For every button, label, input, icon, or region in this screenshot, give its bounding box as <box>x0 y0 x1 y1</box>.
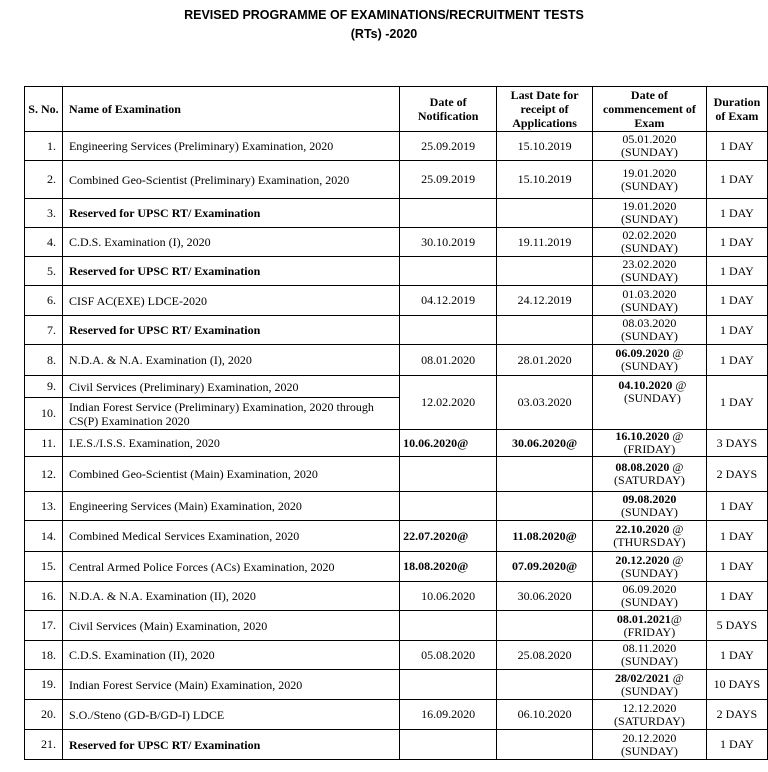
row-exam-name: Indian Forest Service (Main) Examination, 2020 <box>62 670 399 700</box>
commencement-date: 19.01.2020 <box>622 199 677 213</box>
row-commencement <box>593 552 707 582</box>
row-exam-name: Combined Geo-Scientist (Main) Examination, 2020 <box>62 457 399 492</box>
commencement-day: (SATURDAY) <box>613 473 685 487</box>
row-duration: 1 DAY <box>706 552 767 582</box>
table-row <box>25 552 768 582</box>
table-row <box>25 228 768 257</box>
row-notification-date: 25.09.2019 <box>400 161 497 199</box>
row-last-date: 03.03.2020 <box>497 376 593 430</box>
row-last-date: 07.09.2020@ <box>497 552 593 582</box>
commencement-date: 02.02.2020 <box>622 228 677 242</box>
row-last-date: 30.06.2020@ <box>497 430 593 457</box>
row-sno: 6. <box>25 286 63 316</box>
row-last-date: 06.10.2020 <box>497 700 593 730</box>
row-notification-date: 18.08.2020@ <box>400 552 497 582</box>
commencement-day: (SUNDAY) <box>620 212 678 226</box>
row-sno: 2. <box>25 161 63 199</box>
row-sno: 21. <box>25 730 63 760</box>
row-commencement <box>593 161 707 199</box>
row-duration: 1 DAY <box>706 376 767 430</box>
header-name: Name of Examination <box>62 87 399 132</box>
commencement-day: (SATURDAY) <box>613 713 685 728</box>
table-row <box>25 582 768 611</box>
commencement-note-mark: @ <box>669 346 684 360</box>
commencement-note-mark: @ <box>669 460 684 474</box>
commencement-day: (FRIDAY) <box>623 442 676 456</box>
commencement-note-mark: @ <box>669 522 684 536</box>
row-last-date: 30.06.2020 <box>497 582 593 611</box>
row-notification-date: 08.01.2020 <box>400 345 497 376</box>
row-commencement <box>593 199 707 228</box>
row-notification-date <box>400 457 497 492</box>
commencement-date: 23.02.2020 <box>622 257 677 271</box>
commencement-day: (SUNDAY) <box>620 505 678 519</box>
row-commencement <box>593 457 707 492</box>
row-exam-name: Civil Services (Main) Examination, 2020 <box>62 611 399 641</box>
row-commencement <box>593 132 707 161</box>
header-commencement: Date of commencement of Exam <box>593 87 707 132</box>
table-row <box>25 161 768 199</box>
row-duration: 1 DAY <box>706 582 767 611</box>
row-commencement <box>593 700 707 730</box>
row-commencement <box>593 582 707 611</box>
commencement-day: (SUNDAY) <box>623 391 681 405</box>
table-row <box>25 286 768 316</box>
row-commencement <box>593 376 707 430</box>
row-exam-name: Civil Services (Preliminary) Examination, 2020 <box>62 376 399 398</box>
row-last-date <box>497 257 593 286</box>
row-sno: 10. <box>25 398 63 430</box>
row-notification-date: 30.10.2019 <box>400 228 497 257</box>
row-commencement <box>593 430 707 457</box>
commencement-date: 09.08.2020 <box>622 492 677 506</box>
row-duration: 1 DAY <box>706 257 767 286</box>
row-duration: 2 DAYS <box>706 700 767 730</box>
row-duration: 1 DAY <box>706 228 767 257</box>
commencement-date: 08.08.2020 <box>615 460 670 474</box>
row-notification-date <box>400 611 497 641</box>
row-commencement <box>593 670 707 700</box>
row-exam-name: Reserved for UPSC RT/ Examination <box>62 730 399 760</box>
header-notification: Date of Notification <box>400 87 497 132</box>
row-notification-date: 25.09.2019 <box>400 132 497 161</box>
row-notification-date <box>400 316 497 345</box>
row-duration: 1 DAY <box>706 132 767 161</box>
commencement-date: 08.11.2020 <box>622 641 677 655</box>
row-sno: 8. <box>25 345 63 376</box>
commencement-day: (FRIDAY) <box>623 624 676 639</box>
table-row <box>25 457 768 492</box>
row-sno: 14. <box>25 521 63 552</box>
commencement-day: (SUNDAY) <box>620 743 678 758</box>
row-notification-date: 04.12.2019 <box>400 286 497 316</box>
title-line-2: (RTs) -2020 <box>350 27 418 41</box>
row-exam-name: I.E.S./I.S.S. Examination, 2020 <box>62 430 399 457</box>
row-commencement <box>593 521 707 552</box>
row-sno: 3. <box>25 199 63 228</box>
row-last-date <box>497 730 593 760</box>
commencement-note-mark: @ <box>669 670 684 685</box>
row-sno: 4. <box>25 228 63 257</box>
row-sno: 15. <box>25 552 63 582</box>
table-row <box>25 376 768 398</box>
row-duration: 2 DAYS <box>706 457 767 492</box>
row-duration: 1 DAY <box>706 286 767 316</box>
row-last-date <box>497 316 593 345</box>
document-title <box>0 6 768 44</box>
commencement-day: (SUNDAY) <box>620 654 678 668</box>
row-exam-name: Reserved for UPSC RT/ Examination <box>62 316 399 345</box>
table-row <box>25 730 768 760</box>
row-duration: 3 DAYS <box>706 430 767 457</box>
row-exam-name: Combined Geo-Scientist (Preliminary) Examination, 2020 <box>62 161 399 199</box>
table-row <box>25 700 768 730</box>
row-commencement <box>593 286 707 316</box>
row-notification-date <box>400 492 497 521</box>
row-last-date: 24.12.2019 <box>497 286 593 316</box>
commencement-day: (SUNDAY) <box>620 359 678 373</box>
row-duration: 1 DAY <box>706 345 767 376</box>
commencement-date: 12.12.2020 <box>622 700 677 715</box>
commencement-date: 16.10.2020 <box>615 429 670 443</box>
row-exam-name: Reserved for UPSC RT/ Examination <box>62 199 399 228</box>
commencement-date: 20.12.2020 <box>622 730 677 745</box>
row-exam-name: Engineering Services (Main) Examination, 2020 <box>62 492 399 521</box>
commencement-date: 06.09.2020 <box>615 346 670 360</box>
row-exam-name: C.D.S. Examination (I), 2020 <box>62 228 399 257</box>
row-last-date: 19.11.2019 <box>497 228 593 257</box>
commencement-day: (SUNDAY) <box>620 565 678 580</box>
commencement-date: 06.09.2020 <box>622 582 677 596</box>
header-last-date: Last Date for receipt of Applications <box>497 87 593 132</box>
exam-schedule-table <box>24 86 768 760</box>
row-last-date: 15.10.2019 <box>497 161 593 199</box>
row-notification-date <box>400 670 497 700</box>
commencement-date: 05.01.2020 <box>622 132 677 146</box>
commencement-day: (SUNDAY) <box>620 145 678 159</box>
table-row <box>25 492 768 521</box>
row-duration: 1 DAY <box>706 521 767 552</box>
commencement-date: 19.01.2020 <box>622 165 677 180</box>
row-notification-date: 10.06.2020@ <box>400 430 497 457</box>
row-duration: 1 DAY <box>706 161 767 199</box>
commencement-day: (SUNDAY) <box>620 329 678 343</box>
row-last-date <box>497 670 593 700</box>
row-exam-name: Engineering Services (Preliminary) Examination, 2020 <box>62 132 399 161</box>
row-commencement <box>593 641 707 670</box>
row-exam-name: Combined Medical Services Examination, 2020 <box>62 521 399 552</box>
row-duration: 1 DAY <box>706 641 767 670</box>
row-commencement <box>593 228 707 257</box>
commencement-day: (SUNDAY) <box>620 595 678 609</box>
row-last-date: 15.10.2019 <box>497 132 593 161</box>
commencement-date: 20.12.2020 <box>615 552 670 567</box>
row-exam-name: CISF AC(EXE) LDCE-2020 <box>62 286 399 316</box>
row-notification-date <box>400 257 497 286</box>
row-exam-name: Reserved for UPSC RT/ Examination <box>62 257 399 286</box>
row-duration: 1 DAY <box>706 730 767 760</box>
row-duration: 1 DAY <box>706 316 767 345</box>
commencement-date: 08.03.2020 <box>622 316 677 330</box>
header-duration: Duration of Exam <box>706 87 767 132</box>
table-row <box>25 316 768 345</box>
table-row <box>25 521 768 552</box>
row-exam-name: C.D.S. Examination (II), 2020 <box>62 641 399 670</box>
row-last-date <box>497 492 593 521</box>
row-sno: 12. <box>25 457 63 492</box>
row-exam-name: Central Armed Police Forces (ACs) Examination, 2020 <box>62 552 399 582</box>
commencement-day: (SUNDAY) <box>620 241 678 255</box>
table-row <box>25 132 768 161</box>
row-notification-date: 12.02.2020 <box>400 376 497 430</box>
commencement-day: (THURSDAY) <box>613 535 686 549</box>
row-sno: 13. <box>25 492 63 521</box>
commencement-date: 04.10.2020 <box>618 378 673 392</box>
commencement-note-mark: @ <box>672 378 687 392</box>
commencement-day: (SUNDAY) <box>620 299 678 314</box>
table-row <box>25 430 768 457</box>
row-notification-date <box>400 730 497 760</box>
commencement-day: (SUNDAY) <box>620 683 678 698</box>
table-row <box>25 670 768 700</box>
row-sno: 18. <box>25 641 63 670</box>
commencement-date: 01.03.2020 <box>622 286 677 301</box>
row-notification-date: 22.07.2020@ <box>400 521 497 552</box>
row-last-date: 25.08.2020 <box>497 641 593 670</box>
row-sno: 17. <box>25 611 63 641</box>
row-duration: 5 DAYS <box>706 611 767 641</box>
row-exam-name: S.O./Steno (GD-B/GD-I) LDCE <box>62 700 399 730</box>
row-notification-date: 05.08.2020 <box>400 641 497 670</box>
commencement-note-mark: @ <box>670 611 682 626</box>
row-exam-name: N.D.A. & N.A. Examination (II), 2020 <box>62 582 399 611</box>
row-duration: 1 DAY <box>706 492 767 521</box>
header-sno: S. No. <box>25 87 63 132</box>
row-commencement <box>593 492 707 521</box>
row-sno: 16. <box>25 582 63 611</box>
row-sno: 7. <box>25 316 63 345</box>
commencement-day: (SUNDAY) <box>620 178 678 193</box>
row-sno: 5. <box>25 257 63 286</box>
row-exam-name: Indian Forest Service (Preliminary) Examination, 2020 through CS(P) Examination 2020 <box>62 398 399 430</box>
table-row <box>25 345 768 376</box>
table-row <box>25 611 768 641</box>
row-exam-name: N.D.A. & N.A. Examination (I), 2020 <box>62 345 399 376</box>
row-sno: 20. <box>25 700 63 730</box>
row-last-date <box>497 199 593 228</box>
row-sno: 1. <box>25 132 63 161</box>
row-sno: 9. <box>25 376 63 398</box>
commencement-note-mark: @ <box>669 552 684 567</box>
table-row <box>25 641 768 670</box>
row-notification-date: 10.06.2020 <box>400 582 497 611</box>
row-last-date <box>497 457 593 492</box>
commencement-date: 28/02/2021 <box>615 670 670 685</box>
row-sno: 11. <box>25 430 63 457</box>
title-line-1: REVISED PROGRAMME OF EXAMINATIONS/RECRUITMENT TESTS <box>184 8 584 22</box>
row-last-date: 28.01.2020 <box>497 345 593 376</box>
row-commencement <box>593 611 707 641</box>
row-commencement <box>593 730 707 760</box>
commencement-date: 08.01.2021 <box>616 611 671 626</box>
commencement-date: 22.10.2020 <box>615 522 670 536</box>
row-duration: 1 DAY <box>706 199 767 228</box>
row-sno: 19. <box>25 670 63 700</box>
row-commencement <box>593 257 707 286</box>
row-last-date <box>497 611 593 641</box>
commencement-day: (SUNDAY) <box>620 270 678 284</box>
row-notification-date: 16.09.2020 <box>400 700 497 730</box>
row-last-date: 11.08.2020@ <box>497 521 593 552</box>
commencement-note-mark: @ <box>669 429 684 443</box>
row-notification-date <box>400 199 497 228</box>
table-row <box>25 257 768 286</box>
row-commencement <box>593 316 707 345</box>
row-duration: 10 DAYS <box>706 670 767 700</box>
row-commencement <box>593 345 707 376</box>
table-row <box>25 199 768 228</box>
header-row <box>25 87 768 132</box>
